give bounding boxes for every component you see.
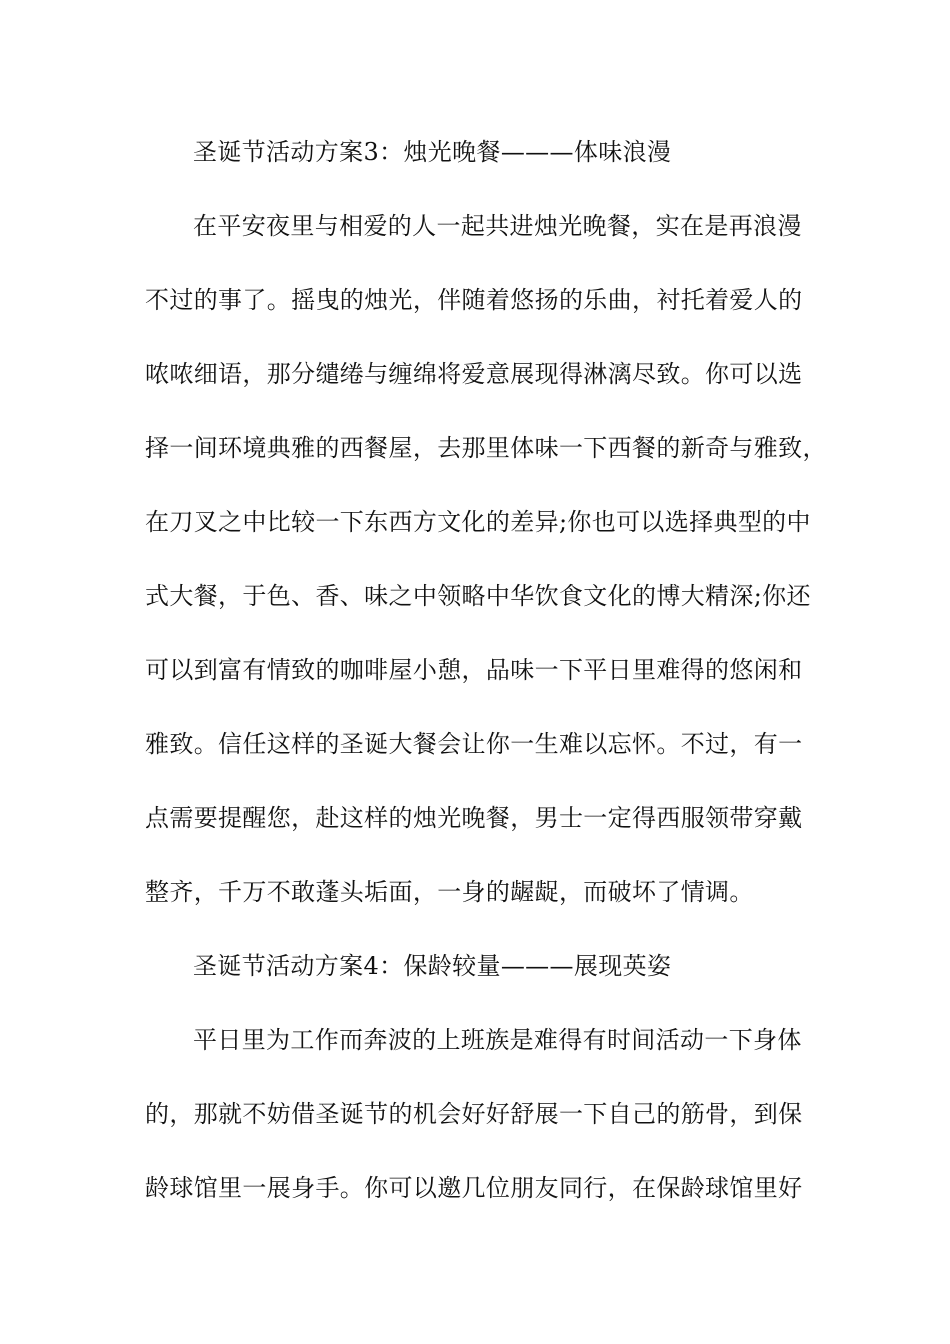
paragraph-line: 可以到富有情致的咖啡屋小憩，品味一下平日里难得的悠闲和 bbox=[145, 656, 803, 684]
paragraph-line: 择一间环境典雅的西餐屋，去那里体味一下西餐的新奇与雅致， bbox=[145, 434, 827, 462]
paragraph-line: 式大餐，于色、香、味之中领略中华饮食文化的博大精深;你还 bbox=[145, 582, 811, 610]
paragraph-line: 点需要提醒您，赴这样的烛光晚餐，男士一定得西服领带穿戴 bbox=[145, 804, 803, 832]
paragraph-line: 平日里为工作而奔波的上班族是难得有时间活动一下身体 bbox=[193, 1026, 802, 1054]
paragraph-line: 在刀叉之中比较一下东西方文化的差异;你也可以选择典型的中 bbox=[145, 508, 811, 536]
paragraph-line: 整齐，千万不敢蓬头垢面，一身的龌龊，而破坏了情调。 bbox=[145, 878, 754, 906]
paragraph-line: 不过的事了。摇曳的烛光，伴随着悠扬的乐曲，衬托着爱人的 bbox=[145, 286, 803, 314]
paragraph-line: 在平安夜里与相爱的人一起共进烛光晚餐，实在是再浪漫 bbox=[193, 212, 802, 240]
paragraph-line: 龄球馆里一展身手。你可以邀几位朋友同行，在保龄球馆里好 bbox=[145, 1174, 803, 1202]
paragraph-line: 哝哝细语，那分缱绻与缠绵将爱意展现得淋漓尽致。你可以选 bbox=[145, 360, 803, 388]
paragraph-line: 的，那就不妨借圣诞节的机会好好舒展一下自己的筋骨，到保 bbox=[145, 1100, 803, 1128]
section-heading-plan-4: 圣诞节活动方案4：保龄较量———展现英姿 bbox=[193, 952, 672, 980]
section-heading-plan-3: 圣诞节活动方案3：烛光晚餐———体味浪漫 bbox=[193, 138, 672, 166]
paragraph-line: 雅致。信任这样的圣诞大餐会让你一生难以忘怀。不过，有一 bbox=[145, 730, 803, 758]
